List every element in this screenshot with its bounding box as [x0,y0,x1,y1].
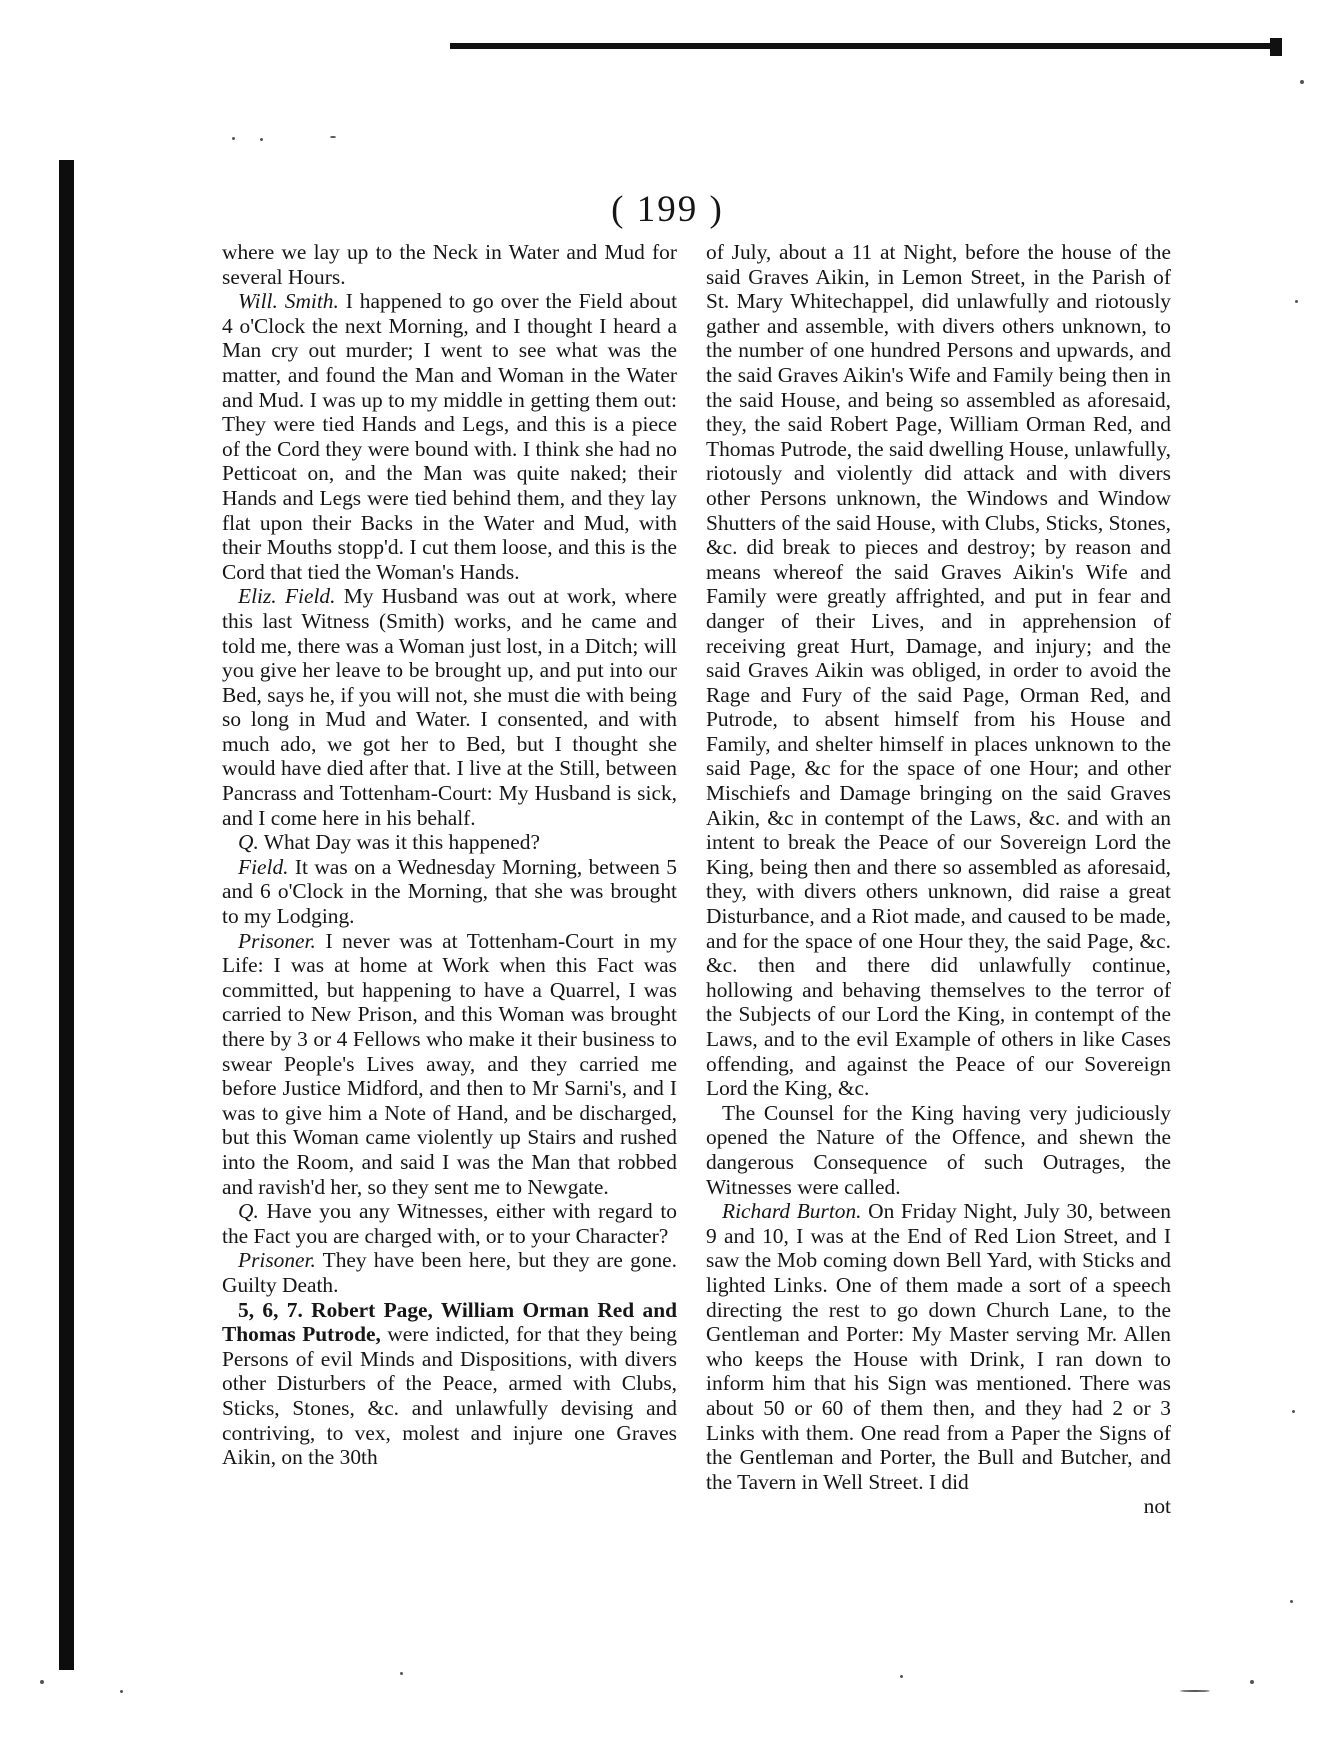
speaker: Prisoner. [238,1248,316,1273]
paragraph-text: of July, about a 11 at Night, before the house of the said Graves Aikin, in Lemon Street, in the Parish of St. Mary Whitechappel, did unlawfully and riotously gather and assemble, with divers others unknown, to the number of one hundred Persons and upwards, and the said Graves Aikin's Wife and Family being then in the said House, and being so assembled as aforesaid, they, the said Robert Page, William Orman Red, and Thomas Putrode, the said dwelling House, unlawfully, riotously and violently did attack and with divers other Persons unknown, the Windows and Window Shutters of the said House, with Clubs, Sticks, Stones, &c. did break to pieces and destroy; by reason and means whereof the said Graves Aikin's Wife and Family were greatly affrighted, and put in fear and danger of their Lives, and in apprehension of receiving great Hurt, Damage, and injury; and the said Graves Aikin was obliged, in order to avoid the Rage and Fury of the said Page, Orman Red, and Putrode, to absent himself from his House and Family, and shelter himself in places unknown to the said Page, &c for the space of one Hour; and other Mischiefs and Damage bringing on the said Graves Aikin, &c in contempt of the Laws, &c. and with an intent to break the Peace of our Sovereign Lord the King, being then and there so assembled as aforesaid, they, with divers others unknown, did raise a great Disturbance, and a Riot made, and caused to be made, and for the space of one Hour they, the said Page, &c. &c. then and there did unlawfully continue, hollowing and behaving themselves to the terror of the Subjects of our Lord the King, in contempt of the Laws, and to the evil Example of others in like Cases offending, and against the Peace of our Sovereign Lord the King, &c. [706,240,1171,1101]
paragraph [222,830,677,855]
paragraph [706,1199,1171,1494]
paragraph [222,240,677,289]
speaker: Field. [238,854,289,879]
page-number: ( 199 ) [611,189,724,230]
paragraph [706,1101,1171,1199]
scan-speck [400,1672,403,1675]
defendants-heading: 5, 6, 7. Robert Page, William Orman Red and Thomas Putrode, [222,1297,677,1347]
scan-speck [120,1690,123,1693]
top-rule [450,43,1276,49]
speaker: Q. [238,1199,259,1224]
paragraph-text: They have been here, but they are gone. Guilty Death. [222,1248,677,1297]
paragraph-text: It was on a Wednesday Morning, between 5 and 6 o'Clock in the Morning, that she was brought to my Lodging. [222,854,677,929]
catchword: not [1143,1494,1171,1519]
speaker: Will. Smith. [238,289,339,314]
left-column [222,240,677,1470]
paragraph [222,1298,677,1470]
paragraph-text: I happened to go over the Field about 4 o'Clock the next Morning, and I thought I heard a Man cry out murder; I went to see what was the matter, and found the Man and Woman in the Water and Mud. I was up to my middle in getting them out: They were tied Hands and Legs, and this is a piece of the Cord they were bound with. I think she had no Petticoat on, and the Man was quite naked; their Hands and Legs were tied behind them, and they lay flat upon their Backs in the Water and Mud, with their Mouths stopp'd. I cut them loose, and this is the Cord that tied the Woman's Hands. [222,289,678,584]
speaker: Richard Burton. [722,1199,862,1224]
scan-speck [1300,80,1304,84]
paragraph-text: Have you any Witnesses, either with regard to the Fact you are charged with, or to your Character? [222,1199,677,1248]
scan-speck [330,136,336,138]
scan-speck [1292,1410,1295,1413]
top-rule-mark [1270,38,1282,56]
paragraph-text: I never was at Tottenham-Court in my Life: I was at home at Work when this Fact was committed, but happening to have a Quarrel, I was carried to New Prison, and this Woman was brought there by 3 or 4 Fellows who make it their business to swear People's Lives away, and they carried me before Justice Midford, and then to Mr Sarni's, and I was to give him a Note of Hand, and be discharged, but this Woman came violently up Stairs and rushed into the Room, and said I was the Man that robbed and ravish'd her, so they sent me to Newgate. [222,928,677,1199]
paragraph-text: where we lay up to the Neck in Water and Mud for several Hours. [222,240,677,289]
paragraph [706,240,1171,1101]
speaker: Prisoner. [238,928,316,953]
paragraph-text: What Day was it this happened? [258,830,540,855]
binding-edge [59,160,74,1670]
paragraph [222,289,677,584]
paragraph-text: The Counsel for the King having very judiciously opened the Nature of the Offence, and shewn the dangerous Consequence of such Outrages, the Witnesses were called. [706,1100,1171,1199]
scan-speck [1295,300,1298,303]
paragraph [222,1199,677,1248]
paragraph-text: were indicted, for that they being Persons of evil Minds and Dispositions, with divers other Disturbers of the Peace, armed with Clubs, Sticks, Stones, &c. and unlawfully devising and contriving, to vex, molest and injure one Graves Aikin, on the 30th [222,1322,677,1470]
scan-speck [260,138,263,141]
scan-speck [232,137,235,140]
paragraph-text: My Husband was out at work, where this last Witness (Smith) works, and he came and told me, there was a Woman just lost, in a Ditch; will you give her leave to be brought up, and put into our Bed, says he, if you will not, she must die with being so long in Mud and Water. I consented, and with much ado, we got her to Bed, but I thought she would have died after that. I live at the Still, between Pancrass and Tottenham-Court: My Husband is sick, and I come here in his behalf. [222,584,678,830]
scan-speck [1250,1680,1254,1684]
speaker: Eliz. Field. [238,584,336,609]
paragraph [222,584,677,830]
paragraph [222,929,677,1200]
paragraph [222,1248,677,1297]
scan-speck [40,1680,44,1684]
speaker: Q. [238,830,259,855]
right-column [706,240,1171,1519]
paragraph [222,855,677,929]
paragraph-text: On Friday Night, July 30, between 9 and 10, I was at the End of Red Lion Street, and I saw the Mob coming down Bell Yard, with Sticks and lighted Links. One of them made a sort of a speech directing the rest to go down Church Lane, to the Gentleman and Porter: My Master serving Mr. Allen who keeps the House with Drink, I ran down to inform him that his Sign was mentioned. There was about 50 or 60 of them then, and they had 2 or 3 Links with them. One read from a Paper the Signs of the Gentleman and Porter, the Bull and Butcher, and the Tavern in Well Street. I did [706,1199,1171,1494]
scan-speck [900,1675,903,1678]
scan-speck [1180,1690,1210,1692]
scan-speck [1290,1600,1293,1603]
